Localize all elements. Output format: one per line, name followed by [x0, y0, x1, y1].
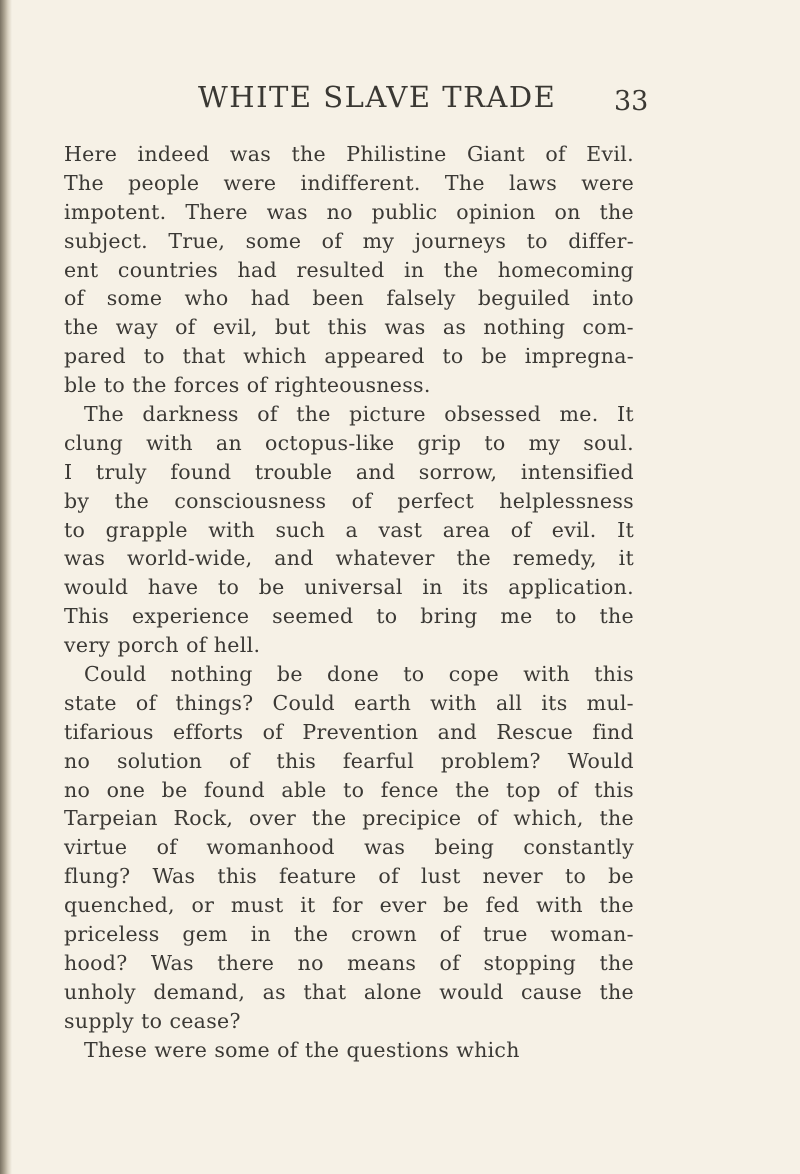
text-line: These were some of the questions which [84, 1037, 520, 1062]
text-line: of some who had been falsely beguiled into [64, 286, 634, 311]
text-line: was world-wide, and whatever the remedy, it [64, 546, 634, 571]
text-line: impotent. There was no public opinion on the [64, 199, 634, 224]
text-line: flung? Was this feature of lust never to be [64, 864, 634, 889]
text-line: subject. True, some of my journeys to differ- [64, 228, 634, 253]
page-number: 33 [614, 86, 649, 117]
text-line: state of things? Could earth with all its mul- [64, 690, 634, 715]
page-header [0, 80, 800, 120]
text-line: no one be found able to fence the top of this [64, 777, 634, 802]
text-line: The people were indifferent. The laws were [64, 170, 634, 195]
text-line: to grapple with such a vast area of evil. It [64, 517, 634, 542]
binding-gutter [0, 0, 12, 1174]
text-line: clung with an octopus-like grip to my soul. [64, 430, 634, 455]
text-line: unholy demand, as that alone would cause the [64, 979, 634, 1004]
text-line: tifarious efforts of Prevention and Rescue find [64, 719, 634, 744]
text-line: by the consciousness of perfect helplessness [64, 488, 634, 513]
text-line: This experience seemed to bring me to the [64, 604, 634, 629]
text-line: priceless gem in the crown of true woman- [64, 922, 634, 947]
running-head: WHITE SLAVE TRADE [198, 80, 557, 114]
text-line: hood? Was there no means of stopping the [64, 950, 634, 975]
text-line: Here indeed was the Philistine Giant of Evil. [64, 142, 634, 166]
text-line: I truly found trouble and sorrow, intensified [64, 459, 634, 484]
text-line: ble to the forces of righteousness. [64, 373, 431, 398]
text-line: no solution of this fearful problem? Would [64, 748, 634, 773]
body-text [64, 140, 634, 1065]
text-line: supply to cease? [64, 1008, 241, 1033]
text-line: Could nothing be done to cope with this [84, 662, 634, 687]
text-line: virtue of womanhood was being constantly [64, 835, 634, 860]
text-line: the way of evil, but this was as nothing com- [64, 315, 634, 340]
text-line: ent countries had resulted in the homecoming [64, 257, 634, 282]
text-line: would have to be universal in its application. [64, 575, 634, 600]
text-line: Tarpeian Rock, over the precipice of which, the [64, 806, 634, 831]
text-line: pared to that which appeared to be impregna- [64, 344, 634, 369]
text-line: The darkness of the picture obsessed me. It [84, 402, 634, 427]
text-line: quenched, or must it for ever be fed with the [64, 893, 634, 918]
text-line: very porch of hell. [64, 633, 261, 658]
